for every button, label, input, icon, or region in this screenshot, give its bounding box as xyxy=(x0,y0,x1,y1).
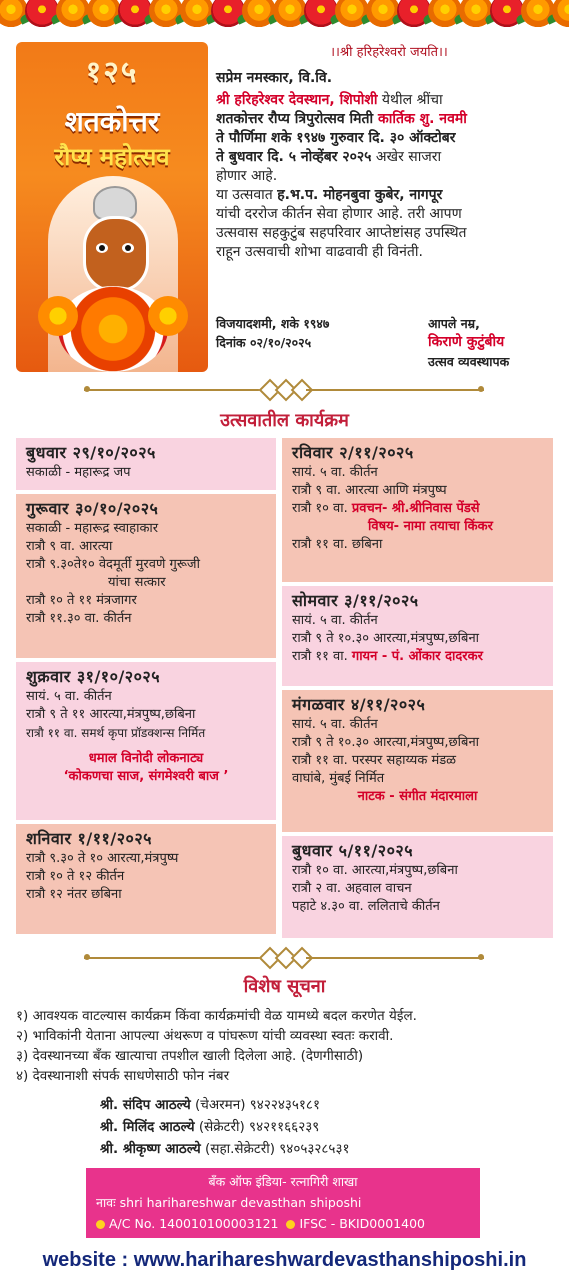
schedule-day-box: रविवार २/११/२०२५ सायं. ५ वा. कीर्तन रात्रौ ९ वा. आरत्या आणि मंत्रपुष्प रात्रौ १० वा. प्रवचन- श्री.श्रीनिवास पेंडसे विषय- नामा तयाचा किंकर रात्रौ ११ वा. छबिना xyxy=(282,438,553,582)
notice-item: ४) देवस्थानाशी संपर्क साधणेसाठी फोन नंबर xyxy=(16,1068,230,1084)
invitation-letter xyxy=(216,42,562,262)
schedule-day-box: बुधवार २९/१०/२०२५ सकाळी - महारूद्र जप xyxy=(16,438,276,490)
ornament-divider xyxy=(84,381,484,399)
date-line-1: विजयादशमी, शके १९४७ xyxy=(216,316,330,331)
poster-title-line2: रौप्य महोत्सव xyxy=(54,143,170,171)
contact-item: श्री. मिलिंद आठल्ये (सेक्रेटरी) ९४२११६६२३९ xyxy=(100,1119,320,1135)
contact-list xyxy=(100,1094,540,1160)
poster-title-line1: शतकोत्तर xyxy=(64,105,160,138)
schedule-day-box: शुक्रवार ३१/१०/२०२५ सायं. ५ वा. कीर्तन रात्रौ ९ ते ११ आरत्या,मंत्रपुष्प,छबिना रात्रौ ११ वा. समर्थ कृपा प्रॉडक्शन्स निर्मित धमाल विनोदी लोकनाट्य ‘कोकणचा साज, संगमेश्वरी बाज ’ xyxy=(16,662,276,820)
notice-item: १) आवश्यक वाटल्यास कार्यक्रम किंवा कार्यक्रमांची वेळ यामध्ये बदल करणेत येईल. xyxy=(16,1008,417,1024)
bank-account-name: नावः shri harihareshwar devasthan shiposhi xyxy=(96,1195,362,1210)
notice-item: २) भाविकांनी येताना आपल्या अंथरूण व पांघरूण यांची व्यवस्था स्वतः करावी. xyxy=(16,1028,394,1044)
schedule-day-box: बुधवार ५/११/२०२५ रात्रौ १० वा. आरत्या,मंत्रपुष्प,छबिना रात्रौ २ वा. अहवाल वाचन पहाटे ४.३० वा. ललिताचे कीर्तन xyxy=(282,836,553,938)
notice-item: ३) देवस्थानच्या बँक खात्याचा तपशील खाली दिलेला आहे. (देणगीसाठी) xyxy=(16,1048,364,1064)
website-link[interactable]: website : www.harihareshwardevasthanshiposhi.in xyxy=(42,1249,527,1271)
motto: ।।श्री हरिहरेश्वरो जयति।। xyxy=(330,45,448,60)
marigold-garland xyxy=(0,0,569,34)
bank-title: बँक ऑफ इंडिया- रत्नागिरी शाखा xyxy=(208,1174,358,1189)
greeting: सप्रेम नमस्कार, वि.वि. xyxy=(216,70,333,86)
invitation-paragraph-1: श्री हरिहरेश्वर देवस्थान, शिपोशी येथील श्रींचा शतकोत्तर रौप्य त्रिपुरोत्सव मिती कार्तिक शु. नवमी ते पौर्णिमा शके १९४७ गुरुवार दि. ३० ऑक्टोबर ते बुधवार दि. ५ नोव्हेंबर २०२५ अखेर साजरा होणार आहे. xyxy=(216,92,467,184)
deity-image xyxy=(38,176,188,372)
notices-title: विशेष सूचना xyxy=(243,976,326,997)
contact-item: श्री. श्रीकृष्ण आठल्ये (सहा.सेक्रेटरी) ९४०५३२८५३१ xyxy=(100,1141,350,1157)
kalash-icon xyxy=(93,186,137,220)
schedule-title: उत्सवातील कार्यक्रम xyxy=(220,410,349,431)
invitation-paragraph-2: या उत्सवात ह.भ.प. मोहनबुवा कुबेर, नागपूर यांची दररोज कीर्तन सेवा होणार आहे. तरी आपण उत्सवास सहकुटुंब सहपरिवार आप्तेष्टांसह उपस्थित राहून उत्सवाची शोभा वाढवावी ही विनंती. xyxy=(216,187,467,260)
bank-details-box xyxy=(86,1168,480,1238)
ornament-divider xyxy=(84,949,484,967)
contact-item: श्री. संदिप आठल्ये (चेअरमन) ९४२२४३५१८१ xyxy=(100,1097,320,1113)
bullet-icon xyxy=(96,1220,105,1229)
notices-list xyxy=(16,1006,561,1086)
schedule-day-box: गुरूवार ३०/१०/२०२५ सकाळी - महारूद्र स्वाहाकार रात्रौ ९ वा. आरत्या रात्रौ ९.३०ते१० वेदमूर्ती मुरवणे गुरूजी यांचा सत्कार रात्रौ १० ते ११ मंत्रजागर रात्रौ ११.३० वा. कीर्तन xyxy=(16,494,276,658)
bank-account-numbers: A/C No. 140010100003121 IFSC - BKID0001400 xyxy=(96,1213,470,1234)
sign-line-3: उत्सव व्यवस्थापक xyxy=(428,354,510,369)
marigold-flower-icon xyxy=(552,0,569,28)
poster-number: १२५ xyxy=(85,55,139,90)
bullet-icon xyxy=(286,1220,295,1229)
schedule-day-box: मंगळवार ४/११/२०२५ सायं. ५ वा. कीर्तन रात्रौ ९ ते १०.३० आरत्या,मंत्रपुष्प,छबिना रात्रौ ११ वा. परस्पर सहाय्यक मंडळ वाघांबे, मुंबई निर्मित नाटक - संगीत मंदारमाला xyxy=(282,690,553,832)
festival-poster xyxy=(16,42,208,372)
date-line-2: दिनांक ०२/१०/२०२५ xyxy=(216,335,312,350)
schedule-day-box: शनिवार १/११/२०२५ रात्रौ ९.३० ते १० आरत्या,मंत्रपुष्प रात्रौ १० ते १२ कीर्तन रात्रौ १२ नंतर छबिना xyxy=(16,824,276,934)
schedule-day-box: सोमवार ३/११/२०२५ सायं. ५ वा. कीर्तन रात्रौ ९ ते १०.३० आरत्या,मंत्रपुष्प,छबिना रात्रौ ११ वा. गायन - पं. ओंकार दादरकर xyxy=(282,586,553,686)
sign-line-2: किराणे कुटुंबीय xyxy=(428,334,505,350)
sign-line-1: आपले नम्र, xyxy=(428,316,480,331)
